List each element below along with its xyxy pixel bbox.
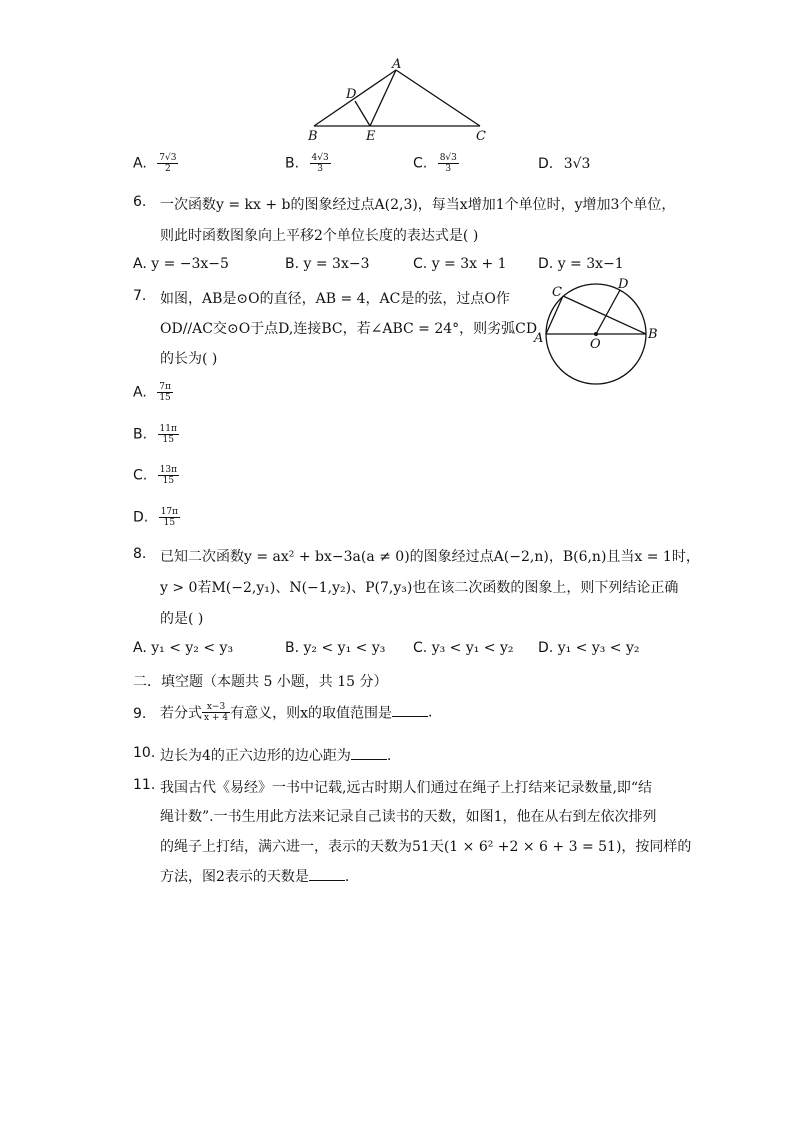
label-E: E — [366, 129, 376, 144]
q8-line1: 已知二次函数y = ax² + bx−3a(a ≠ 0)的图象经过点A(−2,n)，B(6,n)且当x = 1时， — [160, 549, 700, 565]
q8-option-c: C. y₃ < y₁ < y₂ — [413, 640, 514, 656]
q7-number: 7. — [133, 288, 147, 304]
q9-text: 若分式 $\frac{x-3}{x + 4}$ 有意义，则x的取值范围是 . — [160, 702, 433, 723]
q8-number: 8. — [133, 546, 147, 562]
q8-line2: y > 0若M(−2,y₁)、N(−1,y₂)、P(7,y₃)也在该二次函数的图象上，则下列结论正确 — [160, 580, 679, 596]
q8-option-a: A. y₁ < y₂ < y₃ — [133, 640, 234, 656]
label-B: B — [308, 129, 318, 144]
q7-option-d: D. $\frac{17\pi}{15}$ — [133, 507, 179, 528]
q5-option-b: B. $\frac{4√3}{3}$ — [285, 153, 329, 174]
q6-line1: 一次函数y = kx + b的图象经过点A(2,3)，每当x增加1个单位时，y增加3个单位， — [160, 197, 676, 213]
q11-line1: 我国古代《易经》一书中记载,远古时期人们通过在绳子上打结来记录数量,即“结 — [160, 780, 653, 796]
label-O: O — [590, 337, 601, 352]
q6-option-c: C. y = 3x + 1 — [413, 256, 507, 272]
label-A: A — [392, 58, 402, 72]
q11-line4: 方法，图2表示的天数是 . — [160, 869, 350, 885]
q5-option-c: C. $\frac{8√3}{3}$ — [413, 153, 457, 174]
q8-option-b: B. y₂ < y₁ < y₃ — [285, 640, 386, 656]
q8-line3: 的是( ) — [160, 611, 204, 627]
q6-option-d: D. y = 3x−1 — [538, 256, 624, 272]
label-B: B — [648, 327, 658, 342]
label-D: D — [618, 277, 629, 292]
q10-number: 10. — [133, 745, 156, 761]
q9-number: 9. — [133, 706, 147, 722]
section-title: 二．填空题（本题共 5 小题，共 15 分） — [133, 674, 388, 690]
q7-option-c: C. $\frac{13\pi}{15}$ — [133, 465, 178, 486]
label-D: D — [346, 87, 357, 102]
label-A: A — [534, 331, 544, 346]
label-C: C — [476, 129, 486, 144]
circle-figure — [532, 272, 662, 388]
triangle-figure — [300, 58, 500, 144]
q7-line2: OD//AC交⊙O于点D,连接BC，若∠ABC = 24°，则劣弧CD — [160, 321, 538, 337]
q6-number: 6. — [133, 194, 147, 210]
q11-answer-blank[interactable] — [309, 868, 345, 881]
q5-option-d: D. 3√3 — [538, 156, 591, 172]
q9-answer-blank[interactable] — [392, 704, 428, 717]
q7-option-a: A. $\frac{7\pi}{15}$ — [133, 382, 171, 403]
q5-option-a: A. $\frac{7√3}{2}$ — [133, 153, 177, 174]
q6-option-b: B. y = 3x−3 — [285, 256, 370, 272]
q8-option-d: D. y₁ < y₃ < y₂ — [538, 640, 640, 656]
q6-option-a: A. y = −3x−5 — [133, 256, 229, 272]
q11-number: 11. — [133, 777, 156, 793]
q7-line3: 的长为( ) — [160, 351, 218, 367]
q11-line2: 绳计数”.一书生用此方法来记录自己读书的天数，如图1，他在从右到左依次排列 — [160, 809, 657, 825]
q11-line3: 的绳子上打结，满六进一，表示的天数为51天(1 × 6² +2 × 6 + 3 = 51)，按同样的 — [160, 839, 692, 855]
q10-answer-blank[interactable] — [351, 747, 387, 760]
q7-option-b: B. $\frac{11\pi}{15}$ — [133, 424, 177, 445]
q7-line1: 如图，AB是⊙O的直径，AB = 4，AC是的弦，过点O作 — [160, 291, 510, 307]
q6-line2: 则此时函数图象向上平移2个单位长度的表达式是( ) — [160, 228, 479, 244]
label-C: C — [552, 285, 562, 300]
q10-text: 边长为4的正六边形的边心距为 . — [160, 748, 392, 764]
